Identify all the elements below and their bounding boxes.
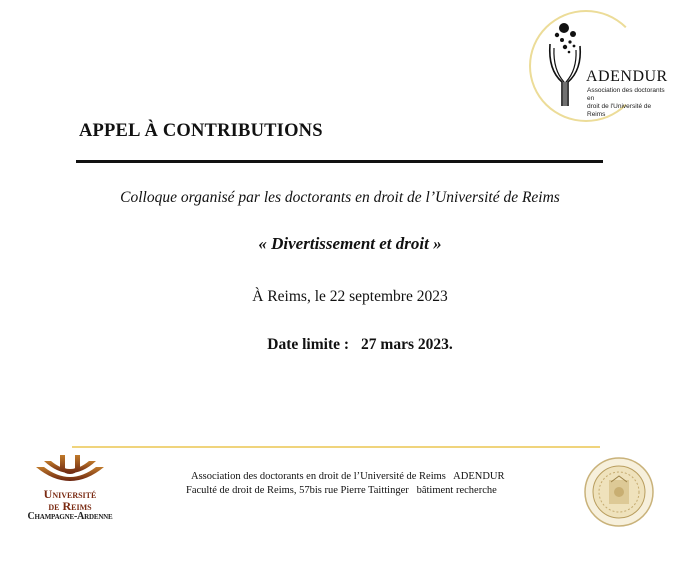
deadline-value: 27 mars 2023. — [361, 336, 453, 353]
adendur-logo — [526, 8, 676, 118]
footer-line2: Faculté de droit de Reims, 57bis rue Pierre Taittinger bâtiment recherche — [186, 485, 497, 496]
deadline-label: Date limite : — [267, 336, 350, 353]
footer-address — [186, 470, 505, 498]
university-emblem-icon — [34, 455, 106, 487]
deadline — [0, 336, 680, 354]
university-name-line1: Université — [43, 487, 97, 501]
place-and-date: À Reims, le 22 septembre 2023 — [252, 288, 448, 305]
university-name-line3: Champagne-Ardenne — [27, 511, 113, 522]
colloquium-theme: « Divertissement et droit » — [258, 234, 442, 253]
logo-subtitle-line1: Association des doctorants en — [587, 87, 665, 102]
university-logo — [14, 455, 126, 525]
page-title: APPEL À CONTRIBUTIONS — [79, 121, 323, 141]
title-divider — [76, 160, 603, 163]
logo-name: ADENDUR — [586, 68, 668, 85]
university-name-line2: de Reims — [48, 499, 92, 513]
faculty-seal-icon — [583, 456, 655, 528]
subtitle: Colloque organisé par les doctorants en droit de l’Université de Reims — [120, 189, 560, 206]
footer-divider — [72, 446, 600, 448]
footer-line1: Association des doctorants en droit de l’Université de Reims ADENDUR — [191, 471, 505, 482]
logo-subtitle — [587, 87, 667, 119]
adendur-emblem-icon — [540, 20, 590, 110]
logo-subtitle-line2: droit de l'Université de Reims — [587, 103, 652, 118]
